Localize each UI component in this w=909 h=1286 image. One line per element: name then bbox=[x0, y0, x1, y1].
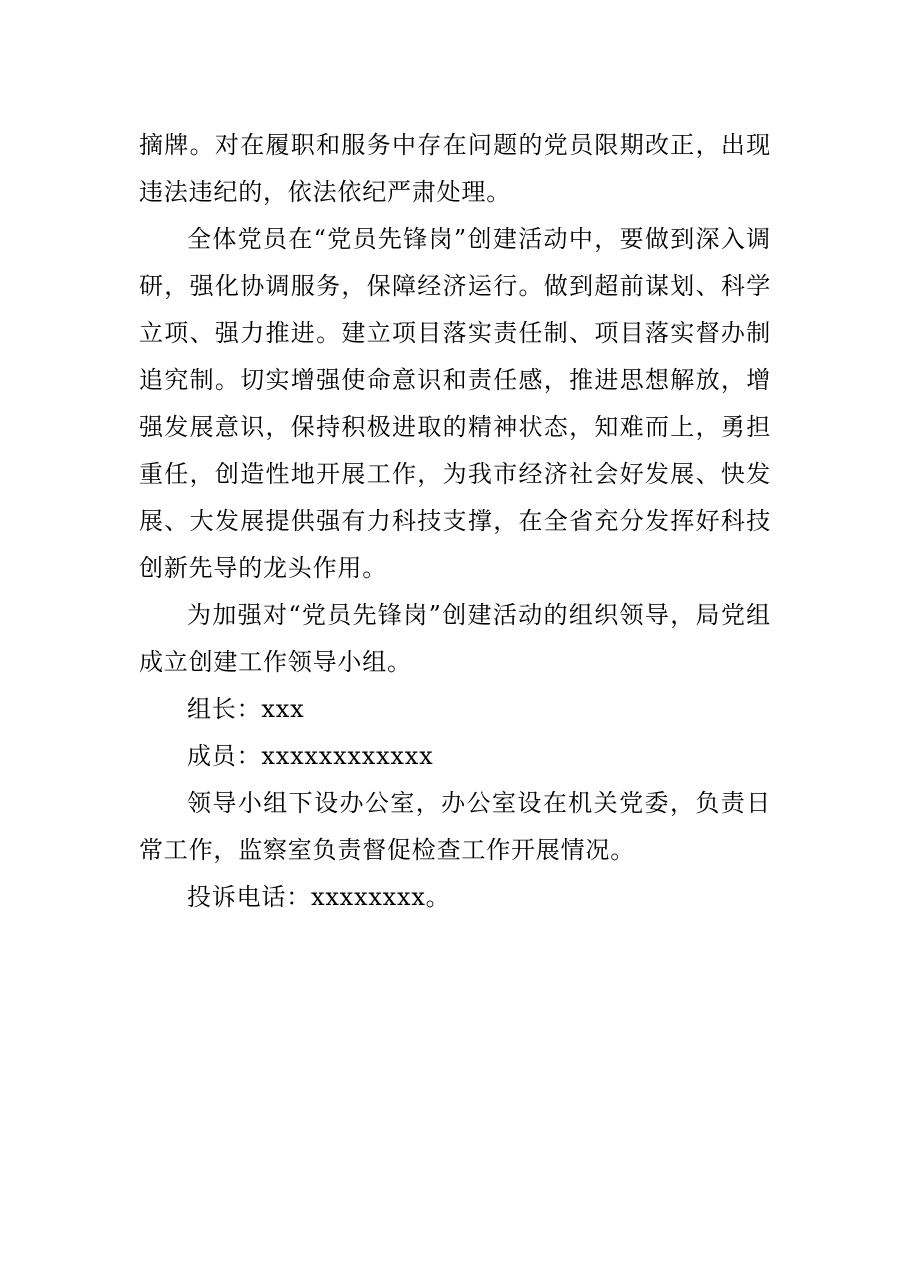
paragraph-party-members: 全体党员在“党员先锋岗”创建活动中，要做到深入调研，强化协调服务，保障经济运行。做到超前谋划、科学立项、强力推进。建立项目落实责任制、项目落实督办制追究制。切实增强使命意识和责任感，推进思想解放，增强发展意识，保持积极进取的精神状态，知难而上，勇担重任，创造性地开展工作，为我市经济社会好发展、快发展、大发展提供强有力科技支撑，在全省充分发挥好科技创新先导的龙头作用。 bbox=[139, 225, 771, 582]
paragraph-office: 领导小组下设办公室，办公室设在机关党委，负责日常工作，监察室负责督促检查工作开展情况。 bbox=[139, 789, 771, 864]
paragraph-leadership-group: 为加强对“党员先锋岗”创建活动的组织领导，局党组成立创建工作领导小组。 bbox=[139, 601, 771, 676]
paragraph-continuation: 摘牌。对在履职和服务中存在问题的党员限期改正，出现违法违纪的，依法依纪严肃处理。 bbox=[139, 131, 771, 206]
document-body bbox=[139, 122, 771, 921]
complaint-phone-line: 投诉电话：xxxxxxxx。 bbox=[187, 883, 451, 911]
group-leader-line: 组长：xxx bbox=[187, 695, 305, 723]
group-members-line: 成员：xxxxxxxxxxxx bbox=[187, 742, 434, 770]
